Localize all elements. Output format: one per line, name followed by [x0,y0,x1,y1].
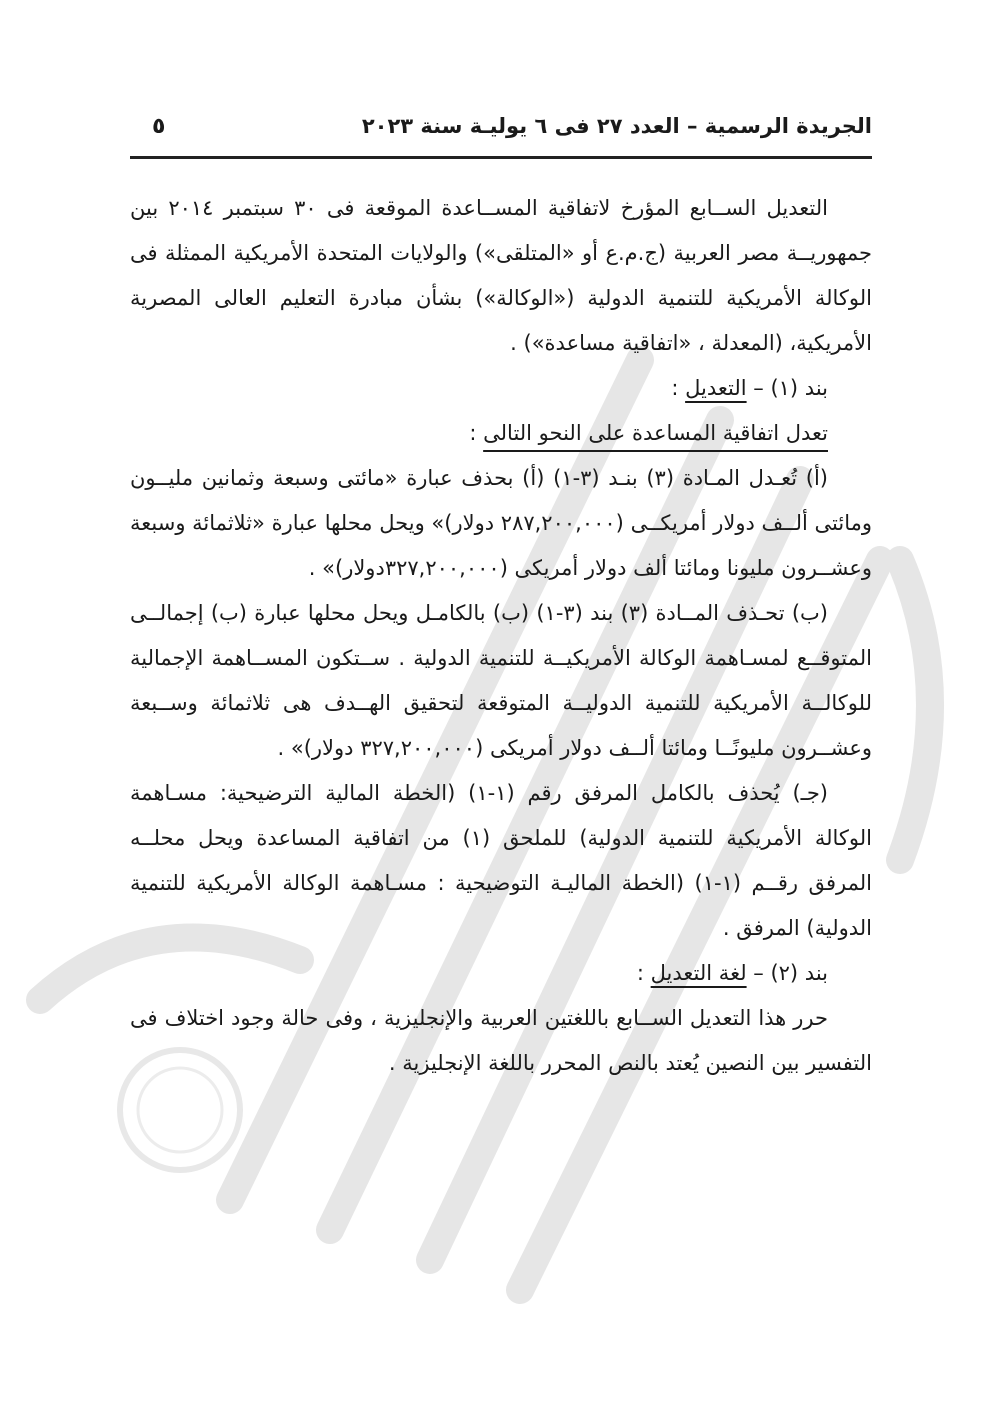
clause-2-heading [130,951,872,996]
clause-1-title: التعديل [685,376,747,400]
clause-1-heading [130,366,872,411]
clause-1-intro-text: تعدل اتفاقية المساعدة على النحو التالى [483,421,828,445]
item-b: (ب) تحـذف المــادة (٣) بند (٣-١) (ب) بالكامـل ويحل محلها عبارة (ب) إجمالــى المتوقــع لمسـاهمة الوكالة الأمريكيــة للتنمية الدولية . ســتكون المســاهمة الإجمالية للوكالــة الأمريكية للتنمية الدوليــة المتوقعة لتحقيق الهــدف هى ثلاثمائة وســبعة وعشــرون مليونًــا ومائتا ألــف دولار أمريكى (٣٢٧,٢٠٠,٠٠٠ دولار)» . [130,601,872,760]
clause-2-title: لغة التعديل [650,961,747,985]
page-header [130,112,872,154]
clause-2-suffix: : [636,961,651,985]
clause-2-prefix: بند (٢) – [746,961,828,985]
intro-paragraph: التعديل الســابع المؤرخ لاتفاقية المســاعدة الموقعة فى ٣٠ سبتمبر ٢٠١٤ بين جمهوريــة مصر العربية (ج.م.ع أو «المتلقى») والولايات المتحدة الأمريكية الممثلة فى الوكالة الأمريكية للتنمية الدولية («الوكالة») بشأن مبادرة التعليم العالى المصرية الأمريكية، (المعدلة ، «اتفاقية مساعدة») . [130,196,872,355]
gazette-title: الجريدة الرسمية – العدد ٢٧ فى ٦ يوليـة سنة ٢٠٢٣ [361,114,872,138]
header-divider [130,156,872,159]
clause-1-intro [130,411,872,456]
document-body [130,186,872,1086]
page-number: ٥ [152,114,166,139]
item-a: (أ) تُعـدل المـادة (٣) بنـد (٣-١) (أ) بحذف عبارة «مائتى وسبعة وثمانين مليــون ومائتى ألــف دولار أمريكــى (٢٨٧,٢٠٠,٠٠٠ دولار)» ويحل محلها عبارة «ثلاثمائة وسبعة وعشــرون مليونا ومائتا ألف دولار أمريكى (٣٢٧,٢٠٠,٠٠٠دولار)» . [130,466,872,580]
clause-1-intro-suffix: : [469,421,484,445]
final-paragraph: حرر هذا التعديل الســابع باللغتين العربية والإنجليزية ، وفى حالة وجود اختلاف فى التفسير بين النصين يُعتد بالنص المحرر باللغة الإنجليزية . [130,1006,872,1075]
clause-1-suffix: : [671,376,686,400]
item-c: (جـ) يُحذف بالكامل المرفق رقم (١-١) (الخطة المالية الترضيحية: مسـاهمة الوكالة الأمريكية للتنمية الدولية) للملحق (١) من اتفاقية المساعدة ويحل محلــه المرفق رقــم (١-١) (الخطة الماليـة التوضيحية : مسـاهمة الوكالة الأمريكية للتنمية الدولية) المرفق . [130,781,872,940]
clause-1-prefix: بند (١) – [746,376,828,400]
